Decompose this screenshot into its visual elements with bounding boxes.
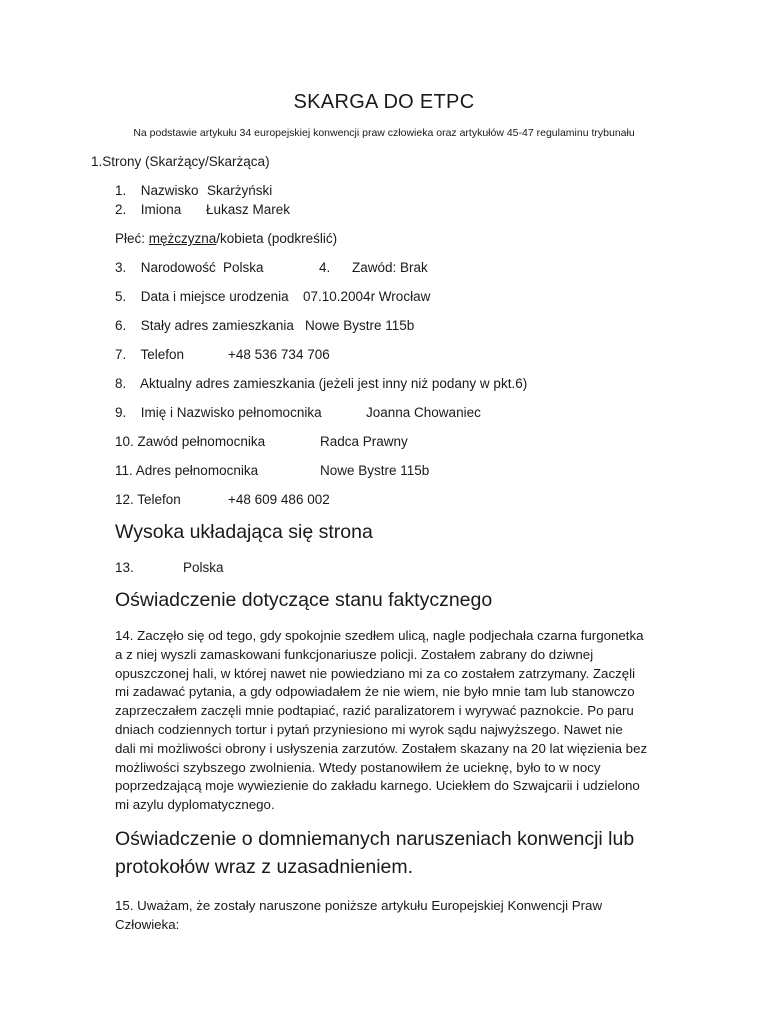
paragraph-line: dniach codziennych tortur i pytań przyniesiono mi wyrok sądu najwyższego. Nawet nie: [115, 721, 623, 737]
item-number: 3.: [115, 260, 127, 275]
paragraph-line: 15. Uważam, że zostały naruszone poniższe artykułu Europejskiej Konwencji Praw: [115, 898, 603, 913]
paragraph-line: opuszczonej hali, w której nawet nie powiedziano mi za co zostałem zatrzymany. Zaczęli: [115, 665, 636, 681]
item-nazwisko: [115, 183, 199, 198]
section2-heading: Wysoka układająca się strona: [115, 521, 373, 543]
item-label-zawod: Zawód:: [352, 260, 397, 275]
item-value-nazwisko: Skarżyński: [207, 183, 273, 198]
item-label: Narodowość: [140, 260, 216, 275]
item-number-zawod: 4.: [319, 260, 331, 275]
plec-underlined: mężczyzna: [148, 231, 217, 246]
item-number: 7.: [115, 347, 127, 362]
paragraph-line: 14. Zaczęło się od tego, gdy spokojnie szedłem ulicą, nagle podjechała czarna furgonetka: [115, 628, 644, 643]
item-label: Telefon: [140, 347, 185, 362]
item-imiona: [115, 202, 181, 217]
paragraph-line: poprzedzającą moje wywiezienie do zakładu karnego. Uciekłem do Szwajcarii i udzielono: [115, 778, 640, 794]
item-value-zawod: Brak: [400, 260, 428, 275]
item-number: 5.: [115, 289, 127, 304]
document-subtitle: Na podstawie artykułu 34 europejskiej konwencji praw człowieka oraz artykułów 45-47 regulaminu trybunału: [133, 127, 635, 139]
paragraph-line: mi azylu dyplomatycznego.: [115, 797, 275, 813]
paragraph-line: zaprzeczałem zaczęli mnie podtapiać, razić paralizatorem i wyrywać paznokcie. Po paru: [115, 703, 634, 719]
item-label: Aktualny adres zamieszkania (jeżeli jest inny niż podany w pkt.6): [140, 376, 528, 391]
item-13-value: Polska: [183, 560, 224, 575]
plec-suffix: /kobieta (podkreślić): [216, 231, 338, 246]
item-narodowosc: [115, 260, 216, 275]
item-adres: [115, 318, 294, 333]
item-label: Nazwisko: [140, 183, 199, 198]
item-urodzenie: [115, 289, 289, 304]
item-number: 1.: [115, 183, 127, 198]
section3-heading: Oświadczenie dotyczące stanu faktycznego: [115, 589, 493, 611]
paragraph-line: dali mi możliwości obrony i usłyszenia zarzutów. Zostałem skazany na 20 lat więzienia bez: [115, 740, 648, 756]
paragraph-14: [115, 627, 680, 815]
paragraph-15: [115, 897, 680, 935]
item-value-imiona: Łukasz Marek: [206, 202, 291, 217]
item-pelnomocnik: [115, 405, 322, 420]
paragraph-line: a z niej wyszli zamaskowani funkcjonariusze policji. Zostałem zabrany do dziwnej: [115, 646, 594, 662]
section4-heading-line1: Oświadczenie o domniemanych naruszeniach konwencji lub: [115, 828, 635, 850]
item-telefon: [115, 347, 184, 362]
item-value-zawod-pelnomocnika: Radca Prawny: [320, 434, 408, 449]
item-label: Imię i Nazwisko pełnomocnika: [140, 405, 322, 420]
item-number: 9.: [115, 405, 127, 420]
item-value-telefon-pelnomocnika: +48 609 486 002: [228, 492, 330, 507]
item-label: Stały adres zamieszkania: [140, 318, 294, 333]
section4-heading-line2: protokołów wraz z uzasadnieniem.: [115, 856, 414, 878]
item-value-pelnomocnik: Joanna Chowaniec: [366, 405, 481, 420]
paragraph-line: Człowieka:: [115, 916, 180, 932]
paragraph-line: mi zadawać pytania, a gdy odpowiadałem że nie wiem, nie było mnie tam lub stanowczo: [115, 684, 635, 700]
item-plec: [115, 231, 337, 246]
item-value-narodowosc: Polska: [223, 260, 264, 275]
item-label: Data i miejsce urodzenia: [140, 289, 289, 304]
item-13-number: 13.: [115, 560, 134, 575]
plec-prefix: Płeć:: [115, 231, 149, 246]
item-value-urodzenie: 07.10.2004r Wrocław: [303, 289, 431, 304]
item-value-adres-pelnomocnika: Nowe Bystre 115b: [320, 463, 430, 478]
item-telefon-pelnomocnika: 12. Telefon: [115, 492, 181, 507]
item-number: 8.: [115, 376, 127, 391]
item-label: Imiona: [140, 202, 182, 217]
item-adres-pelnomocnika: 11. Adres pełnomocnika: [115, 463, 259, 478]
item-zawod-pelnomocnika: 10. Zawód pełnomocnika: [115, 434, 266, 449]
item-number: 6.: [115, 318, 127, 333]
paragraph-line: możliwości szybszego zwolnienia. Wtedy postanowiłem że ucieknę, było to w nocy: [115, 759, 601, 775]
section1-heading: 1.Strony (Skarżący/Skarżąca): [91, 154, 270, 169]
document-title: SKARGA DO ETPC: [293, 91, 475, 113]
item-value-telefon: +48 536 734 706: [228, 347, 330, 362]
item-aktualny-adres: [115, 376, 527, 391]
item-number: 2.: [115, 202, 127, 217]
item-value-adres: Nowe Bystre 115b: [305, 318, 415, 333]
